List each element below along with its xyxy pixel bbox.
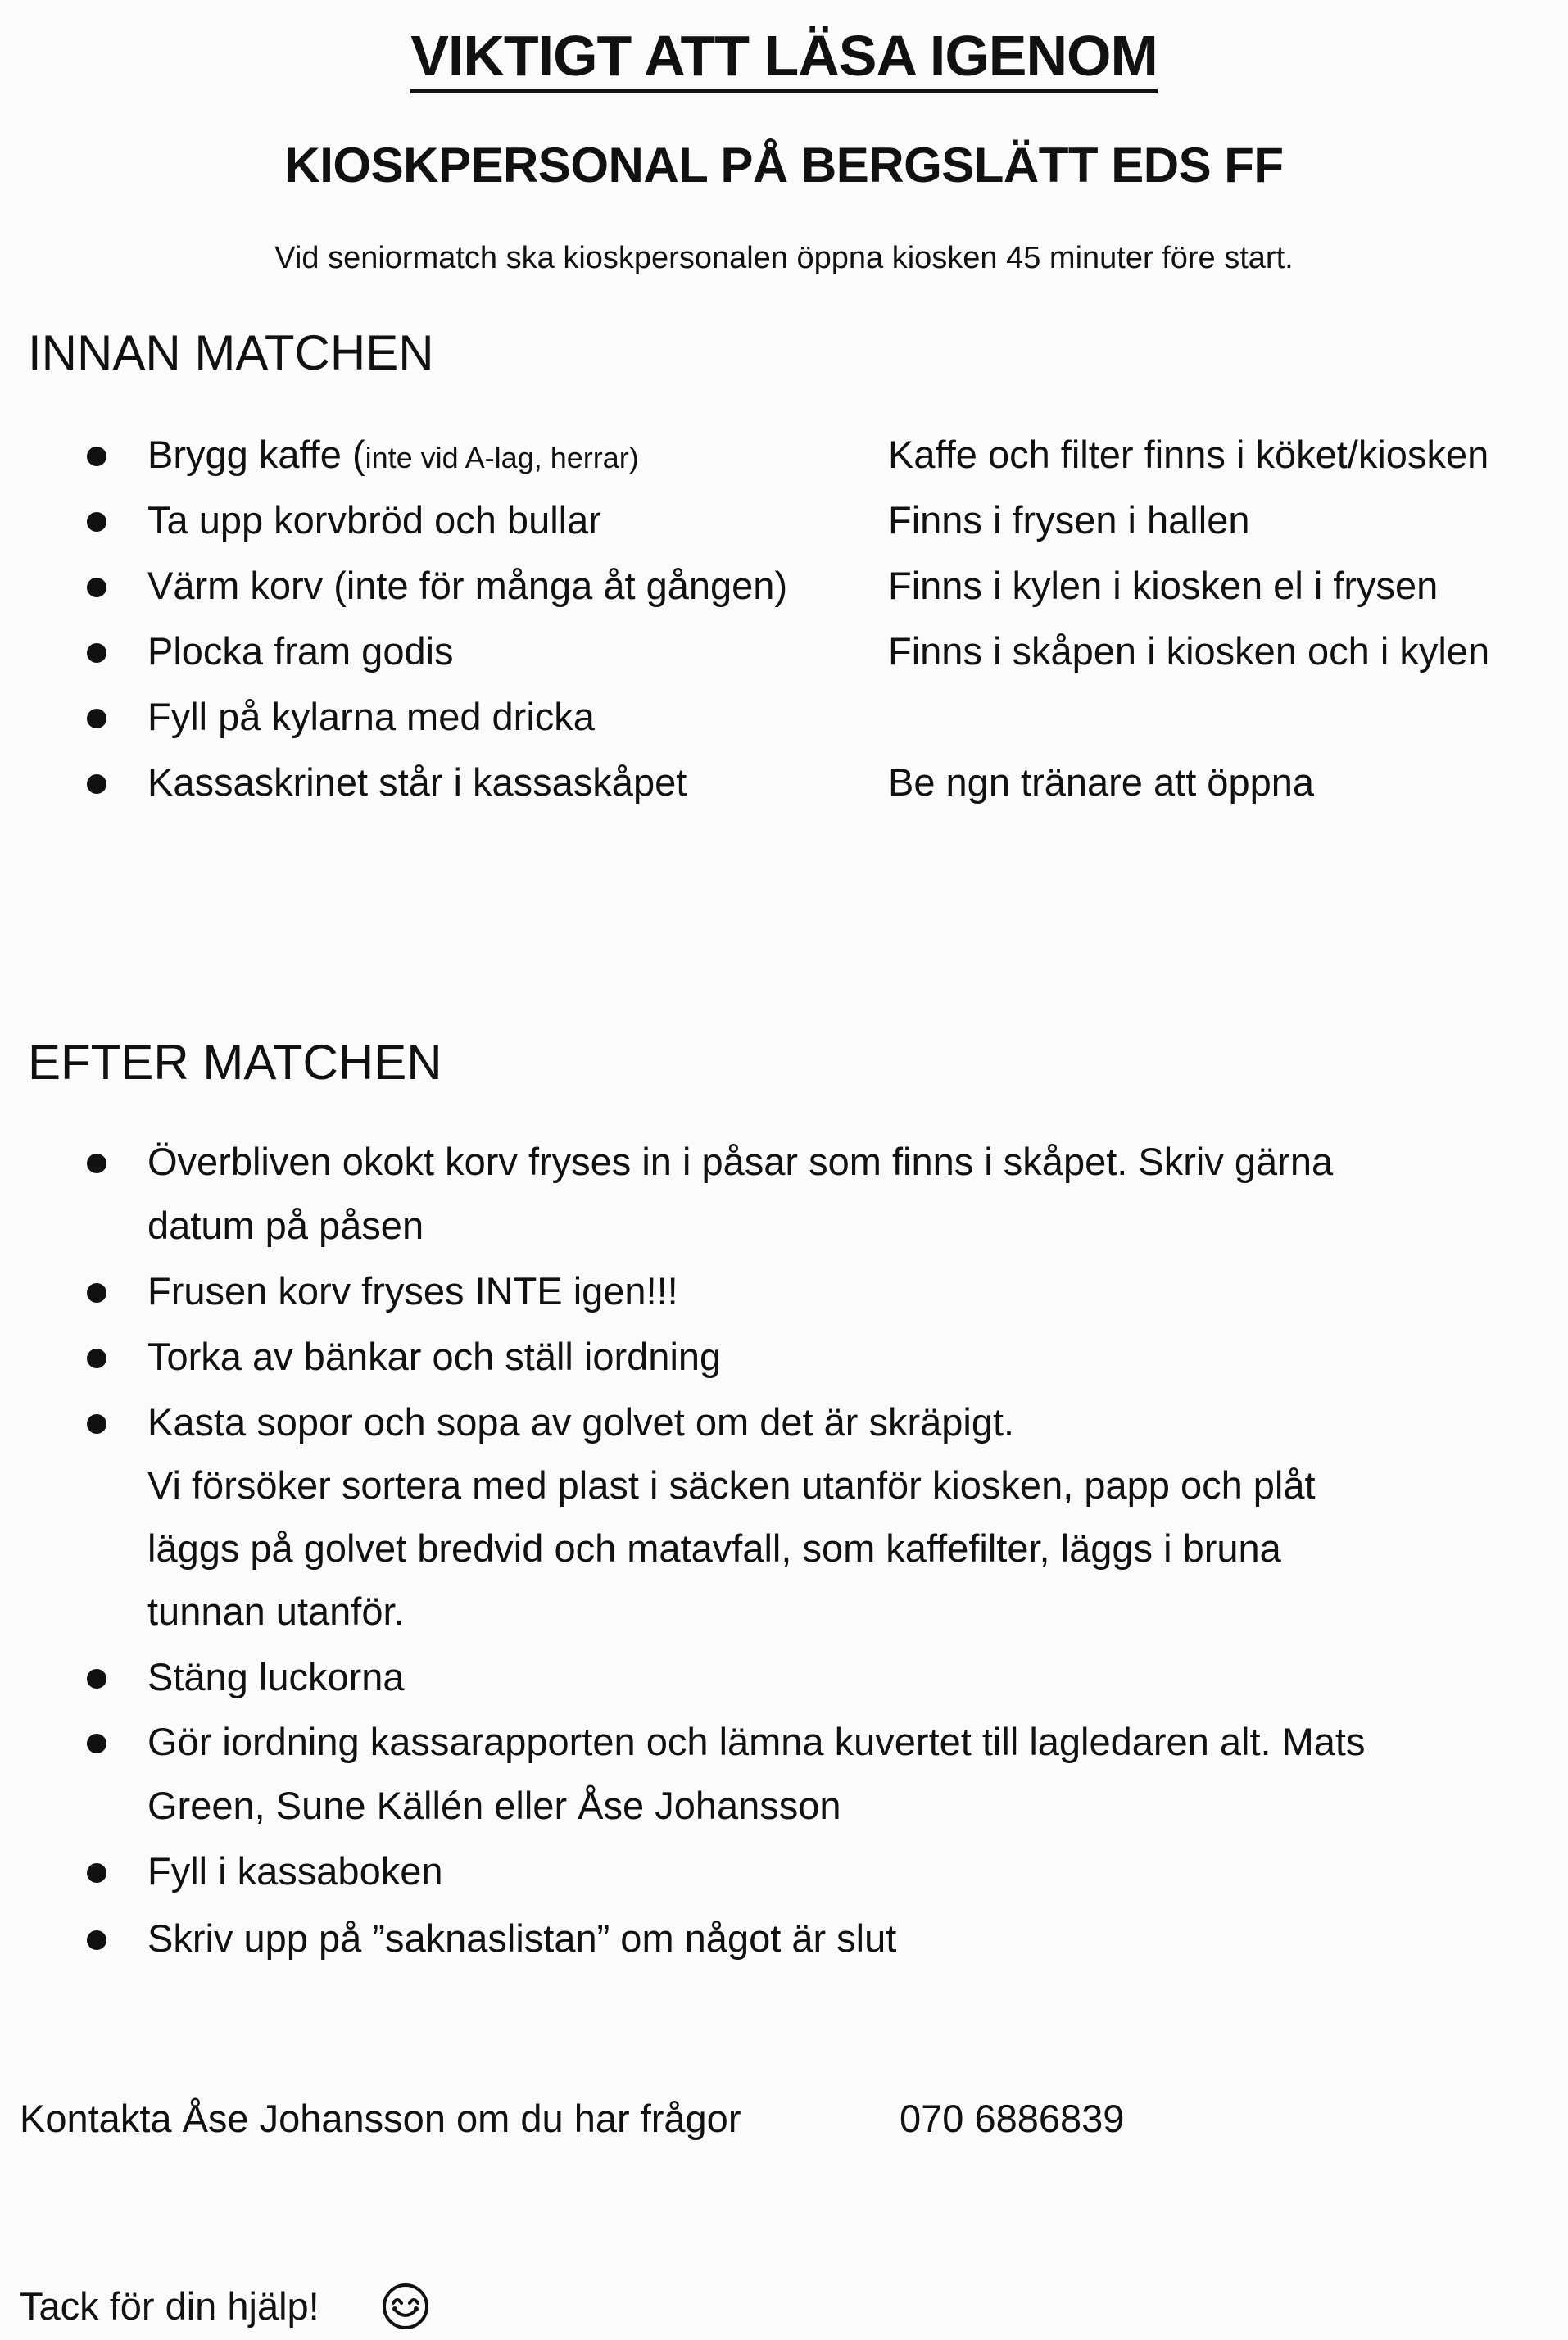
- bullet-icon: [87, 1283, 106, 1303]
- bullet-icon: [87, 1669, 106, 1689]
- bullet-icon: [87, 1863, 106, 1883]
- task-text: Ta upp korvbröd och bullar: [147, 498, 601, 542]
- task-text-continued: Vi försöker sortera med plast i säcken utanför kiosken, papp och plåt: [147, 1463, 1316, 1507]
- document-title: [0, 23, 1568, 88]
- document-subtitle: KIOSKPERSONAL PÅ BERGSLÄTT EDS FF: [284, 138, 1284, 193]
- bullet-icon: [87, 1734, 106, 1753]
- document-title-text: VIKTIGT ATT LÄSA IGENOM: [410, 24, 1158, 93]
- task-text: Frusen korv fryses INTE igen!!!: [147, 1269, 678, 1313]
- bullet-icon: [87, 774, 106, 794]
- task-text: Plocka fram godis: [147, 629, 454, 673]
- bullet-icon: [87, 1349, 106, 1368]
- task-text: Stäng luckorna: [147, 1655, 405, 1698]
- task-text: Överbliven okokt korv fryses in i påsar som finns i skåpet. Skriv gärna: [147, 1140, 1334, 1183]
- task-info: Be ngn tränare att öppna: [888, 760, 1315, 804]
- task-info: Finns i skåpen i kiosken och i kylen: [888, 629, 1490, 673]
- list-item: [0, 1137, 1568, 1247]
- section-heading-before: INNAN MATCHEN: [28, 325, 434, 380]
- bullet-icon: [87, 512, 106, 532]
- task-info: Finns i frysen i hallen: [888, 498, 1250, 542]
- task-text: Torka av bänkar och ställ iordning: [147, 1335, 722, 1378]
- bullet-icon: [87, 1414, 106, 1434]
- task-info: Finns i kylen i kiosken el i frysen: [888, 564, 1439, 607]
- task-text: Fyll i kassaboken: [147, 1849, 443, 1893]
- list-item: [0, 1267, 1568, 1332]
- task-text: Värm korv (inte för många åt gången): [147, 564, 788, 607]
- bullet-icon: [87, 1154, 106, 1173]
- bullet-icon: [87, 1930, 106, 1950]
- list-item: [0, 1332, 1568, 1398]
- list-item: [0, 627, 1568, 692]
- task-info: Kaffe och filter finns i köket/kiosken: [888, 433, 1489, 476]
- bullet-icon: [87, 578, 106, 597]
- opening-note: Vid seniormatch ska kioskpersonalen öppna kiosken 45 minuter före start.: [274, 241, 1294, 275]
- list-item: [0, 1847, 1568, 1912]
- task-text-continued: tunnan utanför.: [147, 1589, 405, 1633]
- list-item: [0, 1398, 1568, 1633]
- bullet-icon: [87, 709, 106, 728]
- list-item: [0, 692, 1568, 758]
- thanks-text: Tack för din hjälp!: [20, 2284, 319, 2328]
- list-item: [0, 1717, 1568, 1827]
- list-item: [0, 496, 1568, 561]
- task-text: Kasta sopor och sopa av golvet om det är skräpigt.: [147, 1400, 1015, 1444]
- list-item: [0, 758, 1568, 823]
- task-text: Skriv upp på ”saknaslistan” om något är slut: [147, 1916, 897, 1960]
- task-text: Brygg kaffe (inte vid A-lag, herrar): [147, 433, 639, 476]
- contact-text: Kontakta Åse Johansson om du har frågor: [20, 2097, 741, 2140]
- bullet-icon: [87, 447, 106, 466]
- task-text: Fyll på kylarna med dricka: [147, 695, 595, 738]
- list-item: [0, 561, 1568, 627]
- list-item: [0, 1653, 1568, 1718]
- bullet-icon: [87, 643, 106, 663]
- task-text: Kassaskrinet står i kassaskåpet: [147, 760, 687, 804]
- list-item: [0, 1914, 1568, 1979]
- task-text-continued: Green, Sune Källén eller Åse Johansson: [147, 1784, 841, 1827]
- task-text: Gör iordning kassarapporten och lämna kuvertet till lagledaren alt. Mats: [147, 1720, 1366, 1763]
- section-heading-after: EFTER MATCHEN: [28, 1035, 442, 1090]
- list-item: [0, 430, 1568, 496]
- contact-phone: 070 6886839: [900, 2097, 1125, 2140]
- smiling-face-icon: [381, 2282, 430, 2331]
- task-text-continued: läggs på golvet bredvid och matavfall, som kaffefilter, läggs i bruna: [147, 1526, 1281, 1570]
- task-text-continued: datum på påsen: [147, 1204, 424, 1247]
